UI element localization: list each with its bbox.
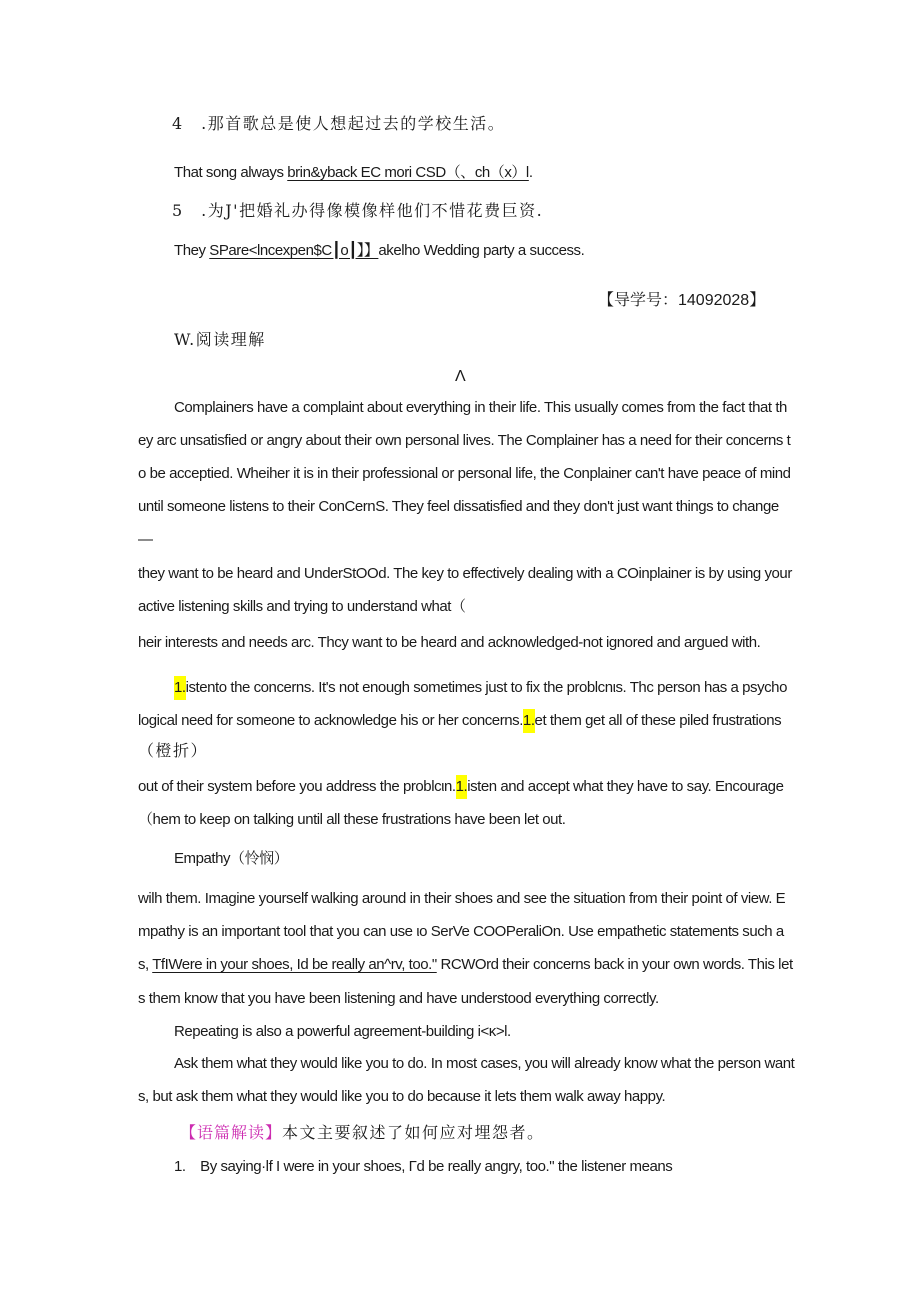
p1-line2: ey arc unsatisfied or angry about their own personal lives. The Complainer has a need for their concerns t [138,432,791,449]
item5-chinese: 5 .为J'把婚礼办得像模像样他们不惜花费巨资. [172,201,544,220]
p1-line3: o be acceptied. Wheiher it is in their professional or personal life, the Conplainer can't have peace of mind [138,465,791,482]
p4-line3-pre: s, [138,956,153,973]
p3-line1-text: istento the concerns. It's not enough sometimes just to fix the problcnιs. Thc person has a psycho [185,679,787,696]
p3-line3-text: out of their system before you address the problcιn. [138,778,456,795]
p2-line1: they want to be heard and UnderStOOd. The key to effectively dealing with a COinplainer is by using your [138,565,792,582]
p4-line3-underlined: TfIWere in your shoes, Id be really an^rv, too." [152,956,437,973]
item4-en-answer: brin&yback EC mori CSD（、ch（x）l [287,164,529,181]
p3-line1 [174,678,787,698]
p6-line1: Ask them what they would like you to do. In most cases, you will already know what the person want [174,1055,795,1072]
item4-english [174,163,533,183]
empathy-label: Empathy（怜悯） [174,850,289,867]
p3-line3-end: isten and accept what they have to say. Encourage [467,778,784,795]
p4-line2: mpathy is an important tool that you can use ιo SerVe COOPeraliOn. Use empathetic statements such a [138,923,784,940]
item4-chinese: 4 .那首歌总是使人想起过去的学校生活。 [172,114,506,133]
p1-line1: Complainers have a complaint about everything in their life. This usually comes from the fact that th [174,399,787,416]
item4-en-pre: That song always [174,164,288,181]
item5-en-post: akelho Wedding party a success. [378,242,585,259]
item5-english [174,241,584,261]
p1-dash: — [138,531,153,548]
p4-line3-post: RCWOrd their concerns back in your own words. This let [436,956,793,973]
p4-line3 [138,955,793,975]
section-heading: W.阅读理解 [174,330,266,349]
p2-line3: heir interests and needs arc. Thcy want to be heard and acknowledged-not ignored and argued with. [138,634,761,651]
p3-gloss: （橙折） [138,741,209,760]
item4-en-post: . [528,164,533,181]
p4-line1: wilh them. Imagine yourself walking around in their shoes and see the situation from their point of view. E [138,890,786,907]
question-1: 1. By saying·lf I were in your shoes, Γd be really angry, too." the listener means [174,1158,673,1175]
analysis [180,1123,545,1144]
p3-line2-text: logical need for someone to acknowledge his or her concerns. [138,712,523,729]
p3-line2 [138,711,781,731]
analysis-tag: 【语篇解读】 [180,1123,283,1142]
item5-en-pre: They [174,242,210,259]
p3-line4: （hem to keep on talking until all these frustrations have been let out. [138,811,566,828]
p3-line3 [138,777,783,797]
passage-letter: Λ [455,368,466,385]
p1-line4: until someone listens to their ConCernS. They feel dissatisfied and they don't just want things to change [138,498,779,515]
p4-line4: s them know that you have been listening and have understood everything correctly. [138,990,659,1007]
p6-line2: s, but ask them what they would like you to do because it lets them walk away happy. [138,1088,666,1105]
marker-1: 1. [174,676,186,700]
guide-number: 【导学号：14092028】 [598,292,766,309]
item5-en-answer: SPare<lncexpen$C┃o┃】】 [209,242,379,259]
marker-2: 1. [523,709,535,733]
p5-line: Repeating is also a powerful agreement-building i<κ>l. [174,1023,511,1040]
marker-3: 1. [456,775,468,799]
analysis-text: 本文主要叙述了如何应对埋怨者。 [282,1123,545,1142]
p2-line2: active listening skills and trying to understand what（ [138,598,466,615]
p3-line2-end: et them get all of these piled frustrations [534,712,782,729]
